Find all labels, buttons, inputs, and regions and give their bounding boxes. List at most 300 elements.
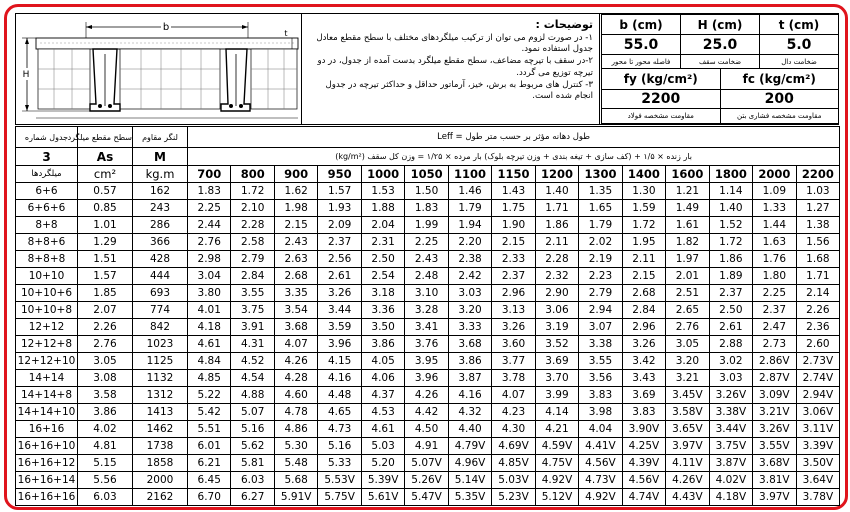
span-value-cell: 3.43 (622, 370, 665, 387)
span-value-cell: 3.50V (796, 455, 840, 472)
moment-cell: 693 (133, 285, 188, 302)
span-value-cell: 4.85V (492, 455, 535, 472)
span-value-cell: 3.91 (231, 319, 274, 336)
span-value-cell: 3.83 (622, 404, 665, 421)
span-value-cell: 2.56 (318, 251, 361, 268)
span-value-cell: 3.28 (405, 302, 448, 319)
span-value-cell: 3.77 (492, 353, 535, 370)
span-value-cell: 2.88 (709, 336, 752, 353)
span-value-cell: 4.61 (188, 336, 231, 353)
span-value-cell: 1.33 (753, 200, 796, 217)
span-value-cell: 2.38 (448, 251, 491, 268)
span-value-cell: 4.28 (274, 370, 317, 387)
span-value-cell: 3.38V (709, 404, 752, 421)
span-value-cell: 4.79V (448, 438, 491, 455)
span-value-cell: 3.07 (579, 319, 622, 336)
span-value-cell: 3.54 (274, 302, 317, 319)
table-row (16, 455, 840, 472)
span-value-cell: 4.18V (709, 489, 752, 506)
span-value-cell: 2.94V (796, 387, 840, 404)
span-value-cell: 1.14 (709, 183, 752, 200)
span-value-cell: 1.76 (753, 251, 796, 268)
moment-cell: 162 (133, 183, 188, 200)
span-value-cell: 5.42 (188, 404, 231, 421)
span-value-cell: 4.16 (448, 387, 491, 404)
span-value-cell: 1.57 (318, 183, 361, 200)
rebar-combo-cell: 12+12+10 (16, 353, 78, 370)
span-value-cell: 5.39V (361, 472, 404, 489)
span-value-cell: 1.88 (361, 200, 404, 217)
span-value-cell: 5.47V (405, 489, 448, 506)
span-value-cell: 4.01 (188, 302, 231, 319)
notes-title: توضیحات : (535, 18, 593, 31)
span-value-cell: 2.76 (188, 234, 231, 251)
table-number: 3 (16, 148, 78, 166)
table-row (16, 285, 840, 302)
param-t-value: 5.0 (760, 35, 839, 54)
span-value-cell: 3.26V (709, 387, 752, 404)
span-value-cell: 4.18 (188, 319, 231, 336)
span-value-cell: 4.92V (579, 489, 622, 506)
span-value-cell: 1.62 (274, 183, 317, 200)
col-as-label: سطح مقطع میلگرد (78, 127, 133, 148)
rebar-combo-cell: 16+16 (16, 421, 78, 438)
span-value-cell: 6.27 (231, 489, 274, 506)
span-value-cell: 1.89 (709, 268, 752, 285)
span-value-cell: 3.26 (622, 336, 665, 353)
param-h-label: ضخامت سقف (681, 54, 760, 69)
table-row (16, 183, 840, 200)
span-value-cell: 2.19 (579, 251, 622, 268)
table-row (16, 404, 840, 421)
span-value-cell: 1.35 (579, 183, 622, 200)
span-value-cell: 3.99 (535, 387, 578, 404)
span-value-cell: 3.97V (666, 438, 709, 455)
span-value-cell: 3.58V (666, 404, 709, 421)
span-value-cell: 2.10 (231, 200, 274, 217)
table-frame (4, 4, 848, 510)
span-table-body (16, 127, 840, 506)
span-value-cell: 3.13 (492, 302, 535, 319)
span-value-cell: 4.07 (492, 387, 535, 404)
span-value-cell: 5.35V (448, 489, 491, 506)
notes-block (302, 14, 600, 124)
span-value-cell: 2.25 (405, 234, 448, 251)
moment-cell: 1858 (133, 455, 188, 472)
span-value-cell: 1.56 (796, 234, 840, 251)
moment-cell: 444 (133, 268, 188, 285)
span-value-cell: 2.43 (274, 234, 317, 251)
span-value-cell: 6.03 (231, 472, 274, 489)
span-value-cell: 3.83 (579, 387, 622, 404)
span-value-cell: 4.21 (535, 421, 578, 438)
moment-cell: 774 (133, 302, 188, 319)
rebar-combo-cell: 12+12+8 (16, 336, 78, 353)
span-value-cell: 3.55 (579, 353, 622, 370)
rebar-combo-cell: 16+16+14 (16, 472, 78, 489)
col-as-unit: cm² (78, 166, 133, 183)
span-value-cell: 1.86 (535, 217, 578, 234)
span-value-cell: 3.55V (753, 438, 796, 455)
note-2: ۲-در سقف با تیرچه مضاعف، سطح مقطع میلگرد بدست آمده از جدول، در دو تیرچه توزیع می گردد. (317, 56, 593, 78)
span-value-cell: 4.41V (579, 438, 622, 455)
span-value-cell: 1.72 (709, 234, 752, 251)
joist-section-diagram (16, 14, 301, 124)
load-header-cell: 1000 (361, 166, 404, 183)
table-row (16, 234, 840, 251)
span-value-cell: 3.68 (274, 319, 317, 336)
table-row (16, 302, 840, 319)
span-value-cell: 1.53 (361, 183, 404, 200)
span-value-cell: 5.81 (231, 455, 274, 472)
span-value-cell: 5.53V (318, 472, 361, 489)
rebar-combo-cell: 10+10 (16, 268, 78, 285)
span-value-cell: 2.43 (405, 251, 448, 268)
span-value-cell: 1.95 (622, 234, 665, 251)
load-header-cell: 1400 (622, 166, 665, 183)
span-value-cell: 5.30 (274, 438, 317, 455)
span-value-cell: 2.96 (492, 285, 535, 302)
span-value-cell: 4.91 (405, 438, 448, 455)
moment-cell: 842 (133, 319, 188, 336)
load-header-cell: 2200 (796, 166, 840, 183)
span-value-cell: 4.54 (231, 370, 274, 387)
param-fc-key: fc (kg/cm²) (720, 69, 839, 89)
span-value-cell: 2.02 (579, 234, 622, 251)
table-row (16, 319, 840, 336)
span-value-cell: 2.31 (361, 234, 404, 251)
rebar-combo-cell: 12+12 (16, 319, 78, 336)
span-value-cell: 1.38 (796, 217, 840, 234)
span-value-cell: 1.97 (666, 251, 709, 268)
as-cell: 4.81 (78, 438, 133, 455)
span-value-cell: 4.92V (535, 472, 578, 489)
span-value-cell: 1.71 (535, 200, 578, 217)
span-value-cell: 4.26V (666, 472, 709, 489)
span-value-cell: 2.37 (753, 302, 796, 319)
table-row (16, 489, 840, 506)
span-value-cell: 3.21V (753, 404, 796, 421)
span-value-cell: 1.30 (622, 183, 665, 200)
span-value-cell: 1.94 (448, 217, 491, 234)
span-value-cell: 4.69V (492, 438, 535, 455)
span-value-cell: 4.65 (318, 404, 361, 421)
span-value-cell: 1.79 (448, 200, 491, 217)
span-value-cell: 2.61 (318, 268, 361, 285)
span-value-cell: 4.85 (188, 370, 231, 387)
span-value-cell: 3.45V (666, 387, 709, 404)
load-header-cell: 950 (318, 166, 361, 183)
span-value-cell: 2.20 (448, 234, 491, 251)
span-value-cell: 3.65V (666, 421, 709, 438)
span-value-cell: 4.73 (318, 421, 361, 438)
as-cell: 0.57 (78, 183, 133, 200)
as-cell: 6.03 (78, 489, 133, 506)
span-value-cell: 3.55 (231, 285, 274, 302)
span-value-cell: 2.42 (448, 268, 491, 285)
span-value-cell: 3.68 (448, 336, 491, 353)
span-value-cell: 3.38 (579, 336, 622, 353)
span-value-cell: 4.88 (231, 387, 274, 404)
span-value-cell: 1.99 (405, 217, 448, 234)
span-value-cell: 3.06 (535, 302, 578, 319)
span-value-cell: 4.02V (709, 472, 752, 489)
note-1: ۱- در صورت لزوم می توان از ترکیب میلگردهای مختلف با سطح مقطع معادل جدول استفاده نمود. (316, 32, 593, 55)
load-header-cell: 1050 (405, 166, 448, 183)
span-value-cell: 2.68 (622, 285, 665, 302)
span-value-cell: 5.91V (274, 489, 317, 506)
span-header: طول دهانه مؤثر بر حسب متر طول = Leff (188, 127, 840, 148)
span-value-cell: 2.79 (579, 285, 622, 302)
span-value-cell: 2.37 (709, 285, 752, 302)
span-value-cell: 4.06 (361, 370, 404, 387)
table-row (16, 370, 840, 387)
load-header-cell: 800 (231, 166, 274, 183)
table-row (16, 438, 840, 455)
span-value-cell: 3.41 (405, 319, 448, 336)
dim-b-label: b (162, 22, 170, 33)
col-m-unit: kg.m (133, 166, 188, 183)
span-value-cell: 2.50 (709, 302, 752, 319)
span-value-cell: 3.96 (318, 336, 361, 353)
load-header-cell: 1200 (535, 166, 578, 183)
span-value-cell: 4.74V (622, 489, 665, 506)
span-value-cell: 2.98 (188, 251, 231, 268)
span-value-cell: 3.26 (318, 285, 361, 302)
moment-cell: 1413 (133, 404, 188, 421)
span-value-cell: 6.21 (188, 455, 231, 472)
span-value-cell: 2.63 (274, 251, 317, 268)
param-t-key: t (cm) (760, 15, 839, 35)
moment-cell: 2000 (133, 472, 188, 489)
span-value-cell: 3.75V (709, 438, 752, 455)
moment-cell: 243 (133, 200, 188, 217)
span-value-cell: 1.72 (231, 183, 274, 200)
span-value-cell: 1.90 (492, 217, 535, 234)
span-value-cell: 1.68 (796, 251, 840, 268)
col-table-label: جدول شماره (16, 127, 78, 148)
rebar-combo-cell: 10+10+8 (16, 302, 78, 319)
load-header-cell: 2000 (753, 166, 796, 183)
span-value-cell: 1.80 (753, 268, 796, 285)
span-value-cell: 3.70 (535, 370, 578, 387)
span-value-cell: 4.05 (361, 353, 404, 370)
span-value-cell: 5.26V (405, 472, 448, 489)
moment-cell: 1462 (133, 421, 188, 438)
note-3: ۳- کنترل های مربوط به برش، خیز، آرماتور حداقل و حداکثر تیرچه در جدول انجام شده است. (325, 79, 593, 102)
span-value-cell: 2.15 (274, 217, 317, 234)
span-value-cell: 3.20 (666, 353, 709, 370)
span-value-cell: 3.81V (753, 472, 796, 489)
span-value-cell: 1.52 (709, 217, 752, 234)
span-value-cell: 4.96V (448, 455, 491, 472)
span-value-cell: 1.50 (405, 183, 448, 200)
span-value-cell: 2.32 (535, 268, 578, 285)
span-value-cell: 1.83 (405, 200, 448, 217)
moment-cell: 1738 (133, 438, 188, 455)
span-value-cell: 5.16 (231, 421, 274, 438)
table-row (16, 387, 840, 404)
load-header-cell: 1600 (666, 166, 709, 183)
load-header-cell: 1300 (579, 166, 622, 183)
span-value-cell: 5.07V (405, 455, 448, 472)
param-b-key: b (cm) (602, 15, 681, 35)
span-value-cell: 2.65 (666, 302, 709, 319)
span-value-cell: 1.79 (579, 217, 622, 234)
span-value-cell: 4.73V (579, 472, 622, 489)
span-value-cell: 3.97V (753, 489, 796, 506)
span-value-cell: 4.23 (492, 404, 535, 421)
as-cell: 5.56 (78, 472, 133, 489)
rebar-combo-cell: 16+16+12 (16, 455, 78, 472)
span-value-cell: 4.39V (622, 455, 665, 472)
rebar-combo-cell: 8+8+6 (16, 234, 78, 251)
span-value-cell: 4.61 (361, 421, 404, 438)
span-value-cell: 4.32 (448, 404, 491, 421)
span-value-cell: 4.59V (535, 438, 578, 455)
as-cell: 1.51 (78, 251, 133, 268)
span-value-cell: 4.42 (405, 404, 448, 421)
span-value-cell: 4.26 (274, 353, 317, 370)
span-value-cell: 6.70 (188, 489, 231, 506)
load-header-cell: 900 (274, 166, 317, 183)
span-value-cell: 1.27 (796, 200, 840, 217)
span-value-cell: 6.01 (188, 438, 231, 455)
rebar-combo-cell: 8+8 (16, 217, 78, 234)
span-value-cell: 5.75V (318, 489, 361, 506)
moment-cell: 1132 (133, 370, 188, 387)
load-header-cell: 1150 (492, 166, 535, 183)
span-value-cell: 3.44 (318, 302, 361, 319)
span-value-cell: 4.40 (448, 421, 491, 438)
span-value-cell: 4.16 (318, 370, 361, 387)
span-value-cell: 1.63 (753, 234, 796, 251)
span-value-cell: 3.26 (492, 319, 535, 336)
as-cell: 1.85 (78, 285, 133, 302)
span-value-cell: 2.51 (666, 285, 709, 302)
span-value-cell: 4.60 (274, 387, 317, 404)
table-row (16, 472, 840, 489)
as-cell: 3.86 (78, 404, 133, 421)
span-value-cell: 1.61 (666, 217, 709, 234)
moment-cell: 428 (133, 251, 188, 268)
span-value-cell: 3.87 (448, 370, 491, 387)
span-value-cell: 3.10 (405, 285, 448, 302)
span-value-cell: 4.56V (579, 455, 622, 472)
span-value-cell: 2.26 (796, 302, 840, 319)
span-value-cell: 3.96 (405, 370, 448, 387)
span-value-cell: 2.28 (231, 217, 274, 234)
moment-cell: 1023 (133, 336, 188, 353)
param-h-value: 25.0 (681, 35, 760, 54)
as-cell: 3.08 (78, 370, 133, 387)
span-value-cell: 4.75V (535, 455, 578, 472)
span-value-cell: 2.84 (231, 268, 274, 285)
span-value-cell: 4.15 (318, 353, 361, 370)
span-value-cell: 1.49 (666, 200, 709, 217)
span-value-cell: 3.90V (622, 421, 665, 438)
table-row (16, 217, 840, 234)
col-as-head: As (78, 148, 133, 166)
span-value-cell: 5.62 (231, 438, 274, 455)
span-value-cell: 2.14 (796, 285, 840, 302)
rebar-combo-cell: 10+10+6 (16, 285, 78, 302)
span-value-cell: 3.86 (361, 336, 404, 353)
span-value-cell: 6.45 (188, 472, 231, 489)
span-value-cell: 2.94 (579, 302, 622, 319)
rebar-combo-cell: 8+8+8 (16, 251, 78, 268)
span-value-cell: 4.37 (361, 387, 404, 404)
load-row (16, 166, 840, 183)
span-value-cell: 5.14V (448, 472, 491, 489)
span-value-cell: 2.50 (361, 251, 404, 268)
span-value-cell: 3.35 (274, 285, 317, 302)
span-value-cell: 1.86 (709, 251, 752, 268)
span-value-cell: 3.50 (361, 319, 404, 336)
span-value-cell: 3.69 (535, 353, 578, 370)
span-value-cell: 3.44V (709, 421, 752, 438)
table-row (16, 421, 840, 438)
moment-cell: 366 (133, 234, 188, 251)
span-value-cell: 3.09V (753, 387, 796, 404)
span-value-cell: 4.26 (405, 387, 448, 404)
span-value-cell: 1.75 (492, 200, 535, 217)
span-value-cell: 2.58 (231, 234, 274, 251)
span-value-cell: 2.96 (622, 319, 665, 336)
table-row (16, 268, 840, 285)
span-value-cell: 5.61V (361, 489, 404, 506)
moment-cell: 1312 (133, 387, 188, 404)
table-row (16, 200, 840, 217)
span-value-cell: 2.25 (188, 200, 231, 217)
span-value-cell: 2.15 (622, 268, 665, 285)
span-value-cell: 2.47 (753, 319, 796, 336)
span-table (15, 126, 840, 506)
span-value-cell: 2.48 (405, 268, 448, 285)
param-b-label: فاصله محور تا محور (602, 54, 681, 69)
span-value-cell: 4.48 (318, 387, 361, 404)
span-value-cell: 4.50 (405, 421, 448, 438)
as-cell: 1.01 (78, 217, 133, 234)
span-value-cell: 4.52 (231, 353, 274, 370)
span-value-cell: 3.03 (709, 370, 752, 387)
span-value-cell: 5.22 (188, 387, 231, 404)
span-value-cell: 4.86 (274, 421, 317, 438)
span-value-cell: 2.90 (535, 285, 578, 302)
span-value-cell: 1.65 (579, 200, 622, 217)
span-value-cell: 2.37 (318, 234, 361, 251)
param-fy-key: fy (kg/cm²) (602, 69, 721, 89)
as-cell: 2.76 (78, 336, 133, 353)
span-value-cell: 4.14 (535, 404, 578, 421)
span-value-cell: 1.21 (666, 183, 709, 200)
span-value-cell: 5.16 (318, 438, 361, 455)
param-h-key: H (cm) (681, 15, 760, 35)
span-value-cell: 3.60 (492, 336, 535, 353)
span-value-cell: 2.25 (753, 285, 796, 302)
rebar-combo-cell: 14+14+8 (16, 387, 78, 404)
span-value-cell: 2.87V (753, 370, 796, 387)
param-fy-label: مقاومت مشخصه فولاد (602, 109, 721, 124)
span-value-cell: 3.05 (666, 336, 709, 353)
span-value-cell: 3.39V (796, 438, 840, 455)
as-cell: 1.29 (78, 234, 133, 251)
span-value-cell: 3.86 (448, 353, 491, 370)
table-row (16, 353, 840, 370)
span-value-cell: 2.01 (666, 268, 709, 285)
col-bars-sub: میلگردها (16, 166, 78, 183)
span-value-cell: 2.74V (796, 370, 840, 387)
